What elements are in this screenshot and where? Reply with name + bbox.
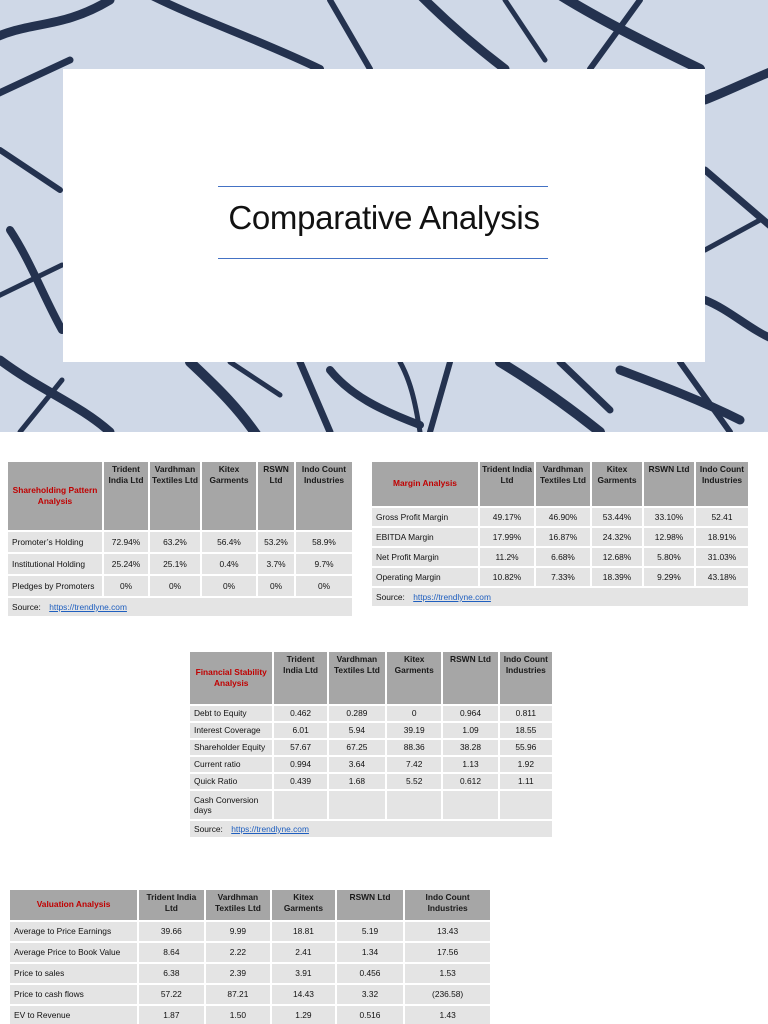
cell: 18.81 [272,922,335,941]
column-header: Indo Count Industries [405,890,490,920]
cell: (236.58) [405,985,490,1004]
cell: 53.44% [592,508,642,526]
cell: 39.66 [139,922,204,941]
cell: 88.36 [387,740,441,755]
table-title: Valuation Analysis [10,890,137,920]
table-header-row [372,462,748,506]
cell [329,791,385,819]
source-link[interactable]: https://trendlyne.com [413,591,491,602]
cell: 1.11 [500,774,552,789]
slide-title: Comparative Analysis [228,199,540,236]
cell: 0.439 [274,774,326,789]
cell: 18.55 [500,723,552,738]
cell: 6.38 [139,964,204,983]
cell: 0% [104,576,148,596]
financial-stability-table [188,650,554,839]
cell: 16.87% [536,528,590,546]
cell: 0% [296,576,352,596]
cell: 24.32% [592,528,642,546]
table-row [372,568,748,586]
cell: 49.17% [480,508,534,526]
cell: 11.2% [480,548,534,566]
cell: 6.01 [274,723,326,738]
table-header-row [10,890,490,920]
source-link[interactable]: https://trendlyne.com [231,823,309,834]
cell: 18.39% [592,568,642,586]
row-label: Cash Conversion days [190,791,272,819]
cell: 46.90% [536,508,590,526]
table-row [190,791,552,819]
column-header: Indo Count Industries [296,462,352,530]
row-label: Debt to Equity [190,706,272,721]
table-row [190,706,552,721]
column-header: Kitex Garments [202,462,256,530]
valuation-table [8,888,492,1024]
cell: 10.82% [480,568,534,586]
column-header: Kitex Garments [592,462,642,506]
table-row [10,964,490,983]
cell: 33.10% [644,508,694,526]
row-label: Gross Profit Margin [372,508,478,526]
cell: 3.91 [272,964,335,983]
cell: 3.7% [258,554,294,574]
cell: 5.19 [337,922,404,941]
source-label: Source: [12,601,41,612]
cell: 0.516 [337,1006,404,1024]
cell: 57.67 [274,740,326,755]
cell: 1.43 [405,1006,490,1024]
column-header: RSWN Ltd [337,890,404,920]
cell: 2.41 [272,943,335,962]
cell: 53.2% [258,532,294,552]
cell: 0.456 [337,964,404,983]
table-row [10,922,490,941]
cell: 5.52 [387,774,441,789]
shareholding-table [6,460,354,618]
row-label: Quick Ratio [190,774,272,789]
column-header: RSWN Ltd [258,462,294,530]
row-label: Pledges by Promoters [8,576,102,596]
cell: 25.24% [104,554,148,574]
cell: 2.39 [206,964,271,983]
row-label: Institutional Holding [8,554,102,574]
row-label: Interest Coverage [190,723,272,738]
cell: 57.22 [139,985,204,1004]
cell: 3.32 [337,985,404,1004]
margin-table [370,460,750,608]
row-label: EBITDA Margin [372,528,478,546]
table-row [372,528,748,546]
cell: 0.612 [443,774,497,789]
table-header-row [190,652,552,704]
cell: 5.80% [644,548,694,566]
cell: 3.64 [329,757,385,772]
table-row [8,554,352,574]
cell: 63.2% [150,532,200,552]
cell: 0.289 [329,706,385,721]
cell: 43.18% [696,568,748,586]
cell: 1.13 [443,757,497,772]
row-label: Price to sales [10,964,137,983]
cell: 14.43 [272,985,335,1004]
cell: 0% [202,576,256,596]
cell: 58.9% [296,532,352,552]
cell: 38.28 [443,740,497,755]
row-label: Average Price to Book Value [10,943,137,962]
cell: 17.56 [405,943,490,962]
cell: 25.1% [150,554,200,574]
cell: 7.42 [387,757,441,772]
cell: 17.99% [480,528,534,546]
cell: 1.34 [337,943,404,962]
cell: 1.29 [272,1006,335,1024]
table-row [8,576,352,596]
column-header: RSWN Ltd [644,462,694,506]
cell: 0.964 [443,706,497,721]
table-row [372,548,748,566]
table-row [190,723,552,738]
cell: 67.25 [329,740,385,755]
cell: 0% [150,576,200,596]
table-row [10,985,490,1004]
row-label: Average to Price Earnings [10,922,137,941]
cell: 0% [258,576,294,596]
column-header: RSWN Ltd [443,652,497,704]
table-title: Financial Stability Analysis [190,652,272,704]
cell: 39.19 [387,723,441,738]
title-rule-bottom [218,258,548,259]
cell: 2.22 [206,943,271,962]
column-header: Vardhman Textiles Ltd [206,890,271,920]
cell: 52.41 [696,508,748,526]
cell: 9.29% [644,568,694,586]
row-label: EV to Revenue [10,1006,137,1024]
cell [274,791,326,819]
cell: 1.68 [329,774,385,789]
cell [387,791,441,819]
source-cell [190,821,552,837]
cell: 87.21 [206,985,271,1004]
row-label: Net Profit Margin [372,548,478,566]
source-cell [8,598,352,616]
cell: 1.53 [405,964,490,983]
column-header: Kitex Garments [387,652,441,704]
cell: 0.4% [202,554,256,574]
source-row [190,821,552,837]
column-header: Vardhman Textiles Ltd [329,652,385,704]
cell: 18.91% [696,528,748,546]
table-title: Margin Analysis [372,462,478,506]
cell: 0.462 [274,706,326,721]
cell: 55.96 [500,740,552,755]
row-label: Price to cash flows [10,985,137,1004]
column-header: Trident India Ltd [274,652,326,704]
column-header: Indo Count Industries [696,462,748,506]
cell: 9.99 [206,922,271,941]
row-label: Shareholder Equity [190,740,272,755]
cell: 5.94 [329,723,385,738]
cell: 56.4% [202,532,256,552]
cell: 31.03% [696,548,748,566]
column-header: Trident India Ltd [139,890,204,920]
table-row [10,1006,490,1024]
source-row [372,588,748,606]
cell: 7.33% [536,568,590,586]
source-label: Source: [194,823,223,834]
table-row [190,740,552,755]
column-header: Vardhman Textiles Ltd [536,462,590,506]
table-row [190,757,552,772]
source-label: Source: [376,591,405,602]
cell: 8.64 [139,943,204,962]
cell: 0.811 [500,706,552,721]
table-row [8,532,352,552]
cell [500,791,552,819]
table-title: Shareholding Pattern Analysis [8,462,102,530]
table-row [372,508,748,526]
title-slide [0,0,768,432]
row-label: Promoter’s Holding [8,532,102,552]
title-rule-top [218,186,548,187]
row-label: Current ratio [190,757,272,772]
table-row [190,774,552,789]
table-row [10,943,490,962]
cell: 72.94% [104,532,148,552]
cell: 1.92 [500,757,552,772]
column-header: Trident India Ltd [480,462,534,506]
column-header: Indo Count Industries [500,652,552,704]
cell: 0 [387,706,441,721]
table-header-row [8,462,352,530]
cell: 1.87 [139,1006,204,1024]
source-link[interactable]: https://trendlyne.com [49,601,127,612]
title-card [63,69,705,362]
cell: 12.98% [644,528,694,546]
cell: 6.68% [536,548,590,566]
cell [443,791,497,819]
source-row [8,598,352,616]
cell: 12.68% [592,548,642,566]
cell: 13.43 [405,922,490,941]
row-label: Operating Margin [372,568,478,586]
cell: 0.994 [274,757,326,772]
column-header: Kitex Garments [272,890,335,920]
cell: 1.09 [443,723,497,738]
cell: 9.7% [296,554,352,574]
column-header: Vardhman Textiles Ltd [150,462,200,530]
cell: 1.50 [206,1006,271,1024]
column-header: Trident India Ltd [104,462,148,530]
source-cell [372,588,748,606]
